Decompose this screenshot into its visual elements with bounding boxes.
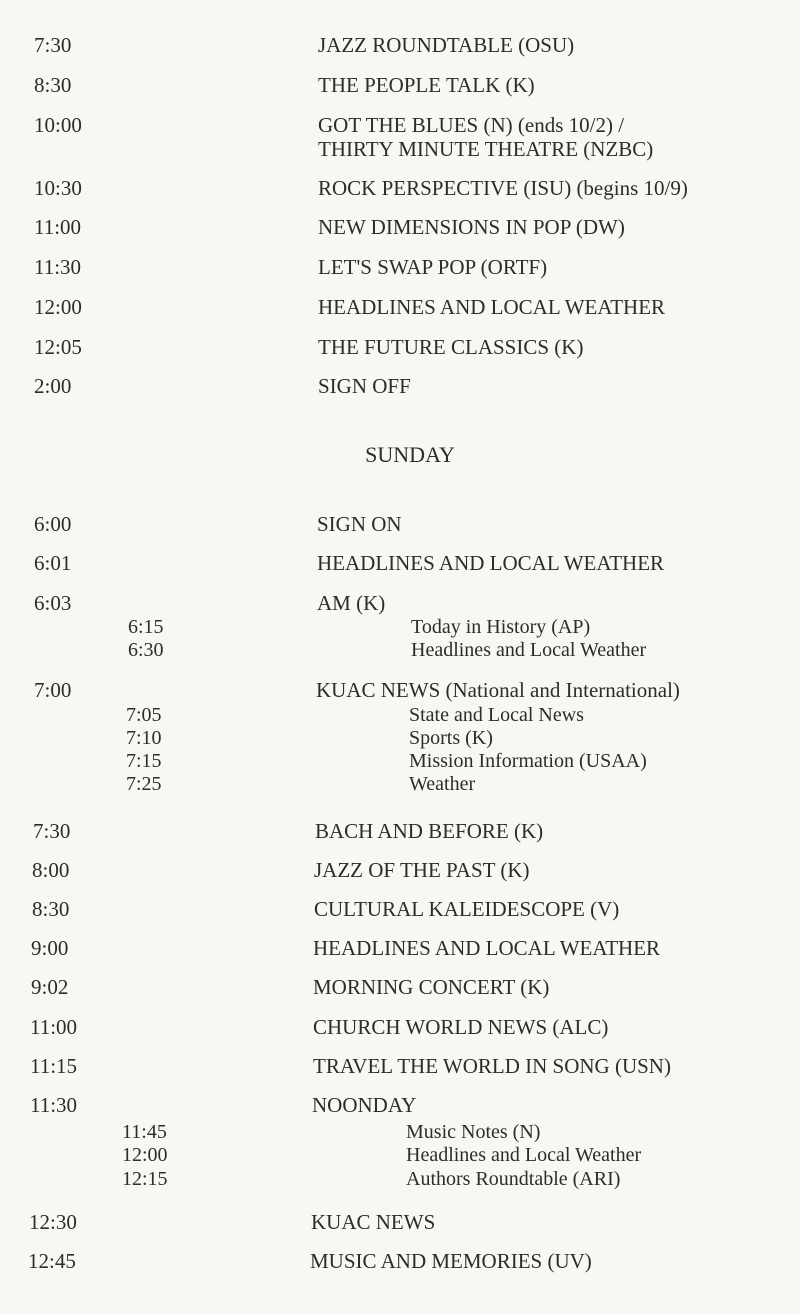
time-label: 11:00 [34,215,82,239]
time-label: 11:30 [30,1093,78,1117]
time-label: 6:01 [34,551,72,575]
program-title: JAZZ OF THE PAST (K) [314,858,530,882]
program-title: HEADLINES AND LOCAL WEATHER [313,936,661,960]
time-label: 12:30 [29,1210,77,1234]
program-title: KUAC NEWS (National and International) [316,678,680,702]
program-title: TRAVEL THE WORLD IN SONG (USN) [313,1054,671,1078]
time-label: 12:00 [34,295,82,319]
sub-program-title: Mission Information (USAA) [409,750,647,772]
program-title: HEADLINES AND LOCAL WEATHER [318,295,666,319]
time-label: 10:30 [34,176,82,200]
program-title: MUSIC AND MEMORIES (UV) [310,1249,592,1273]
sub-time-label: 7:10 [126,727,162,749]
program-title: BACH AND BEFORE (K) [315,819,544,843]
sub-program-title: Today in History (AP) [411,616,591,638]
sub-program-title: State and Local News [409,704,584,726]
sub-program-title: Music Notes (N) [406,1121,541,1143]
sub-time-label: 6:30 [128,639,164,661]
time-label: 9:00 [31,936,69,960]
sub-program-title: Weather [409,773,476,795]
sub-time-label: 7:25 [126,773,162,795]
program-title: MORNING CONCERT (K) [313,975,550,999]
day-heading: SUNDAY [365,442,455,467]
program-title: SIGN ON [317,512,402,536]
program-title [318,113,653,161]
sub-program-title: Sports (K) [409,727,493,749]
program-title: CULTURAL KALEIDESCOPE (V) [314,897,620,921]
time-label: 6:00 [34,512,72,536]
time-label: 6:03 [34,591,72,615]
program-title: CHURCH WORLD NEWS (ALC) [313,1015,609,1039]
program-title: HEADLINES AND LOCAL WEATHER [317,551,665,575]
program-title-line: THIRTY MINUTE THEATRE (NZBC) [318,137,654,161]
program-title: THE FUTURE CLASSICS (K) [318,335,584,359]
time-label: 8:30 [34,73,72,97]
time-label: 2:00 [34,374,72,398]
program-title: LET'S SWAP POP (ORTF) [318,255,548,279]
time-label: 11:30 [34,255,82,279]
program-title: NEW DIMENSIONS IN POP (DW) [318,215,625,239]
sub-time-label: 7:15 [126,750,162,772]
time-label: 7:30 [34,33,72,57]
program-title: KUAC NEWS [311,1210,436,1234]
time-label: 8:30 [32,897,70,921]
time-label: 11:00 [30,1015,78,1039]
time-label: 7:00 [34,678,72,702]
sub-time-label: 6:15 [128,616,164,638]
program-title: AM (K) [317,591,386,615]
sub-time-label: 11:45 [122,1121,167,1143]
sub-program-title: Headlines and Local Weather [411,639,647,661]
program-title-line: GOT THE BLUES (N) (ends 10/2) / [318,113,625,137]
time-label: 9:02 [31,975,69,999]
program-title: SIGN OFF [318,374,411,398]
program-title: ROCK PERSPECTIVE (ISU) (begins 10/9) [318,176,688,200]
time-label: 12:05 [34,335,82,359]
sub-time-label: 12:15 [122,1168,168,1190]
time-label: 12:45 [28,1249,76,1273]
time-label: 8:00 [32,858,70,882]
sub-program-title: Authors Roundtable (ARI) [406,1168,621,1190]
sub-time-label: 12:00 [122,1144,168,1166]
time-label: 10:00 [34,113,82,137]
sub-time-label: 7:05 [126,704,162,726]
time-label: 11:15 [30,1054,78,1078]
sub-program-title: Headlines and Local Weather [406,1144,642,1166]
program-title: JAZZ ROUNDTABLE (OSU) [318,33,575,57]
program-title: THE PEOPLE TALK (K) [318,73,535,97]
program-title: NOONDAY [312,1093,417,1117]
time-label: 7:30 [33,819,71,843]
